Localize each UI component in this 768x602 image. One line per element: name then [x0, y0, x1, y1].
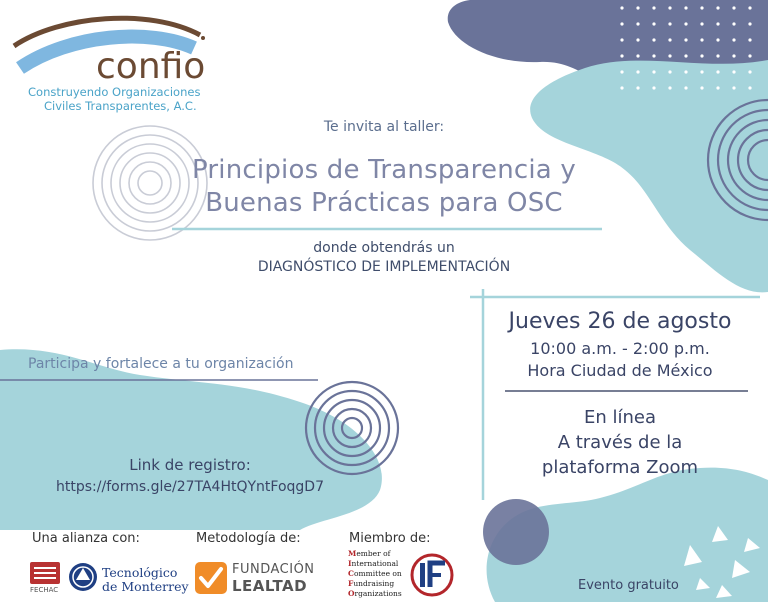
icfo-line: Fundraising	[348, 579, 395, 588]
lealtad-logo	[195, 562, 227, 594]
alliance-label: Una alianza con:	[32, 531, 140, 546]
lealtad-name-line1: FUNDACIÓN	[232, 562, 315, 577]
workshop-title-line2: Buenas Prácticas para OSC	[205, 188, 563, 218]
tec-name	[102, 566, 189, 594]
tec-logo	[69, 563, 97, 591]
icfo-text	[348, 549, 402, 599]
subtitle-line1: donde obtendrás un	[313, 240, 455, 256]
bottom-left-teal-blob	[0, 349, 382, 530]
fechac-logo	[30, 562, 60, 584]
event-time: 10:00 a.m. - 2:00 p.m.	[530, 339, 710, 358]
logo-subtitle-line1: Construyendo Organizaciones	[28, 85, 201, 99]
logo-subtitle-line2: Civiles Transparentes, A.C.	[44, 99, 197, 113]
free-event-label: Evento gratuito	[578, 578, 679, 593]
event-mode-line2: A través de la	[557, 432, 683, 453]
tec-name-line2: de Monterrey	[102, 579, 189, 594]
registration-label: Link de registro:	[129, 456, 251, 474]
navy-circle	[483, 499, 549, 565]
event-date: Jueves 26 de agosto	[508, 309, 732, 334]
methodology-label: Metodología de:	[196, 531, 301, 546]
lealtad-name-line2: LEALTAD	[232, 577, 308, 595]
workshop-title-line1: Principios de Transparencia y	[192, 155, 576, 185]
invite-text: Te invita al taller:	[323, 119, 445, 135]
event-mode-line3: plataforma Zoom	[541, 457, 699, 478]
logo-wordmark: confio	[96, 46, 206, 87]
icfo-line: Member of	[348, 549, 391, 558]
subtitle-line2: DIAGNÓSTICO DE IMPLEMENTACIÓN	[257, 259, 511, 275]
icfo-line: Committee on	[348, 569, 402, 578]
registration-link[interactable]: https://forms.gle/27TA4HtQYntFoqgD7	[56, 479, 324, 495]
event-mode-line1: En línea	[583, 407, 657, 428]
tagline: Participa y fortalece a tu organización	[28, 356, 294, 372]
event-timezone: Hora Ciudad de México	[527, 361, 713, 380]
icfo-line: Organizations	[348, 589, 402, 598]
icfo-line: International	[348, 559, 399, 568]
fechac-label: FECHAC	[30, 586, 59, 594]
icfo-logo	[412, 555, 452, 595]
member-label: Miembro de:	[349, 531, 431, 546]
tec-name-line1: Tecnológico	[102, 565, 178, 580]
